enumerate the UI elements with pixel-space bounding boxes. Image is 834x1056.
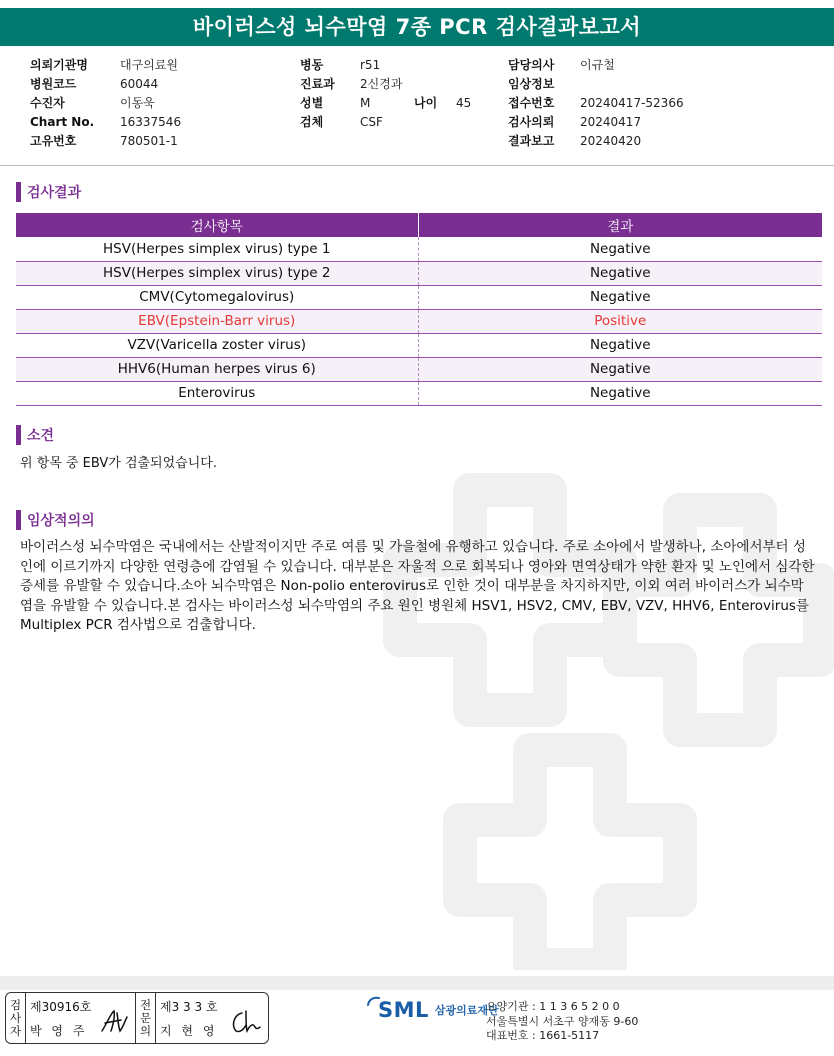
test-result: Negative (418, 381, 822, 405)
column-header-item: 검사항목 (16, 213, 418, 237)
org-logo (366, 998, 499, 1022)
examiner-cell (26, 993, 136, 1043)
org-info (486, 1000, 638, 1044)
test-result: Positive (418, 309, 822, 333)
info-value: 이동욱 (120, 96, 155, 110)
label-char: 사 (9, 1010, 22, 1025)
label-char: 전 (139, 997, 152, 1012)
label-char: 자 (9, 1023, 22, 1038)
info-label: 임상정보 (508, 77, 555, 91)
finding-text: 위 항목 중 EBV가 검출되었습니다. (20, 456, 217, 471)
reviewer-license-no: 제3 3 3 호 (160, 1000, 218, 1014)
table-row (16, 357, 822, 381)
test-result: Negative (418, 285, 822, 309)
info-value: r51 (360, 58, 381, 72)
reviewer-label (136, 993, 156, 1043)
info-value: 2신경과 (360, 77, 403, 91)
test-item: HSV(Herpes simplex virus) type 2 (16, 261, 418, 285)
info-value: 20240417 (580, 115, 642, 129)
info-row (508, 132, 684, 151)
info-value: 이규철 (580, 58, 615, 72)
clinical-text: 바이러스성 뇌수막염은 국내에서는 산발적이지만 주로 여름 및 가을철에 유행하고 있습니다. 주로 소아에서 발생하나, 소아에서부터 성인에 이르기까지 다양한 연령층에 감염될 수 있습니다. 대부분은 자울적 으로 회복되나 영아와 면역상태가 약한 환자 및 노인에서 심각한 증세를 유발할 수 있습니다.소아 뇌수막염은 Non-polio enterovirus로 인한 것이 대부분을 차지하지만, 이외 여러 바이러스가 뇌수막염을 유발할 수 있습니다.본 검사는 바이러스성 뇌수막염의 주요 원인 병원체 HSV1, HSV2, CMV, EBV, VZV, HHV6, Enterovirus를 Multiplex PCR 검사법으로 검출합니다. (20, 539, 815, 633)
info-row (30, 56, 181, 75)
info-label: 검사의뢰 (508, 115, 555, 129)
test-item: Enterovirus (16, 381, 418, 405)
org-name: 삼광의료재단 (434, 1004, 499, 1017)
test-result: Negative (418, 261, 822, 285)
test-item: EBV(Epstein-Barr virus) (16, 309, 418, 333)
footer-band (0, 976, 834, 990)
examiner-license-no: 제30916호 (30, 1000, 92, 1014)
clinical-heading-text: 임상적의의 (27, 513, 95, 529)
info-row (300, 56, 471, 75)
test-item: HHV6(Human herpes virus 6) (16, 357, 418, 381)
info-label: 병원코드 (30, 77, 77, 91)
reviewer-cell (156, 993, 268, 1043)
results-heading (16, 181, 81, 203)
info-row (508, 75, 684, 94)
test-result: Negative (418, 333, 822, 357)
report-title: 바이러스성 뇌수막염 7종 PCR 검사결과보고서 (0, 8, 834, 46)
info-row (30, 75, 181, 94)
info-label: 성별 (300, 96, 324, 110)
info-row (30, 113, 181, 132)
info-label: 병동 (300, 58, 324, 72)
section-marker (16, 425, 21, 445)
info-value: 16337546 (120, 115, 182, 129)
results-header-row (16, 213, 822, 237)
table-row (16, 333, 822, 357)
info-label: 결과보고 (508, 134, 555, 148)
info-label: 의뢰기관명 (30, 58, 88, 72)
test-item: CMV(Cytomegalovirus) (16, 285, 418, 309)
info-value: M (360, 96, 371, 110)
table-row (16, 261, 822, 285)
finding-heading-text: 소견 (27, 428, 55, 444)
info-value: 60044 (120, 77, 159, 91)
info-label: 진료과 (300, 77, 335, 91)
age-value: 45 (456, 96, 472, 110)
info-value: 20240420 (580, 134, 642, 148)
test-item: HSV(Herpes simplex virus) type 1 (16, 237, 418, 261)
column-header-result: 결과 (418, 213, 822, 237)
table-row (16, 381, 822, 405)
table-row (16, 285, 822, 309)
info-label: 담당의사 (508, 58, 555, 72)
org-logo-text: SML (378, 998, 429, 1022)
table-row-positive (16, 309, 822, 333)
info-row (300, 113, 471, 132)
info-value: CSF (360, 115, 383, 129)
info-row (508, 94, 684, 113)
info-row (508, 56, 684, 75)
info-row (300, 75, 471, 94)
label-char: 검 (9, 997, 22, 1012)
watermark-cross-icon (380, 450, 834, 970)
info-value: 780501-1 (120, 134, 178, 148)
results-heading-text: 검사결과 (27, 185, 82, 201)
test-result: Negative (418, 237, 822, 261)
info-row (30, 94, 181, 113)
test-result: Negative (418, 357, 822, 381)
examiner-signature-icon (99, 1007, 129, 1035)
org-code: 요양기관 : 1 1 3 6 5 2 0 0 (486, 1000, 620, 1013)
patient-info-col3 (508, 56, 684, 151)
org-address: 서울특별시 서초구 양재동 9-60 (486, 1014, 639, 1028)
info-label: 고유번호 (30, 134, 77, 148)
clinical-heading (16, 509, 95, 531)
info-value: 대구의료원 (120, 58, 178, 72)
info-row (30, 132, 181, 151)
reviewer-signature-icon (228, 1007, 262, 1035)
finding-heading (16, 424, 54, 446)
info-label: 접수번호 (508, 96, 555, 110)
examiner-label (6, 993, 26, 1043)
examiner-name: 박 영 주 (30, 1024, 88, 1038)
section-marker (16, 182, 21, 202)
table-row (16, 237, 822, 261)
info-label: 검체 (300, 115, 324, 129)
info-divider (0, 165, 834, 166)
signature-box (5, 992, 269, 1044)
patient-info-col1 (30, 56, 181, 151)
info-row (300, 94, 471, 113)
info-value: 20240417-52366 (580, 96, 684, 110)
info-label: 수진자 (30, 96, 65, 110)
test-item: VZV(Varicella zoster virus) (16, 333, 418, 357)
info-label: Chart No. (30, 115, 95, 129)
reviewer-name: 지 현 영 (160, 1024, 218, 1038)
age-label: 나이 (414, 96, 438, 110)
results-table (16, 213, 822, 406)
org-phone: 대표번호 : 1661-5117 (486, 1029, 600, 1042)
label-char: 문 (139, 1010, 152, 1025)
section-marker (16, 510, 21, 530)
info-row (508, 113, 684, 132)
patient-info-col2 (300, 56, 471, 132)
label-char: 의 (139, 1023, 152, 1038)
